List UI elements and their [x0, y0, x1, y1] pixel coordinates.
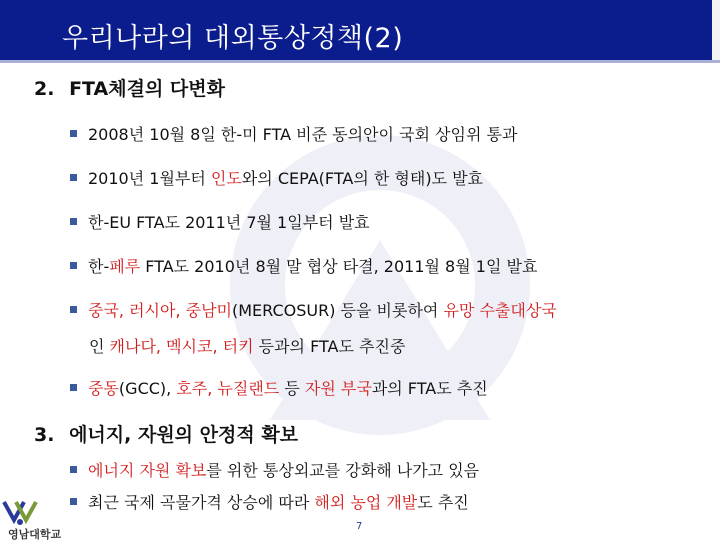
list-item — [70, 376, 488, 399]
bullet-text: 과의 FTA도 추진 — [371, 379, 488, 398]
list-item — [70, 298, 557, 321]
list-item — [70, 458, 479, 481]
highlight-text: 유망 수출대상국 — [443, 301, 557, 320]
section-3-heading — [34, 420, 298, 447]
list-item — [70, 122, 517, 145]
bullet-text: 등과의 FTA도 추진중 — [253, 337, 406, 356]
highlight-text: 인도 — [210, 169, 242, 188]
list-item — [70, 254, 537, 277]
list-item — [70, 166, 483, 189]
title-bar-edge — [712, 0, 720, 60]
bullet-text: 등 — [279, 379, 305, 398]
bullet-text: 를 위한 통상외교를 강화해 나가고 있음 — [206, 461, 480, 480]
page-number: 7 — [356, 521, 363, 532]
bullet-icon — [70, 174, 77, 181]
bullet-text: 도 추진 — [417, 493, 469, 512]
bullet-icon — [70, 384, 77, 391]
bullet-text: (GCC), — [118, 379, 177, 398]
highlight-text: 호주, 뉴질랜드 — [176, 379, 280, 398]
logo-text: 영남대학교 — [8, 528, 62, 541]
bullet-icon — [70, 466, 77, 473]
bullet-text: 2010년 1월부터 — [88, 169, 211, 188]
list-item — [70, 210, 370, 233]
bullet-icon — [70, 306, 77, 313]
bullet-icon — [70, 130, 77, 137]
section-2-number: 2. — [34, 78, 55, 100]
section-2-title: FTA체결의 다변화 — [69, 78, 225, 100]
bullet-text: 인 — [89, 337, 110, 356]
title-rule — [0, 60, 720, 63]
bullet-text: 한-EU FTA도 2011년 7월 1일부터 발효 — [88, 213, 370, 232]
list-item-continuation — [89, 334, 405, 357]
highlight-text: 에너지 자원 확보 — [88, 461, 207, 480]
bullet-text: 2008년 10월 8일 한-미 FTA 비준 동의안이 국회 상임위 통과 — [88, 125, 518, 144]
highlight-text: 중국, 러시아, 중남미 — [88, 301, 232, 320]
section-2-heading — [34, 74, 225, 101]
bullet-text: 와의 CEPA(FTA의 한 형태)도 발효 — [241, 169, 484, 188]
highlight-text: 해외 농업 개발 — [314, 493, 418, 512]
list-item — [70, 490, 469, 513]
slide-title: 우리나라의 대외통상정책(2) — [62, 23, 404, 54]
section-3-number: 3. — [34, 424, 55, 446]
highlight-text: 자원 부국 — [304, 379, 372, 398]
highlight-text: 중동 — [88, 379, 119, 398]
highlight-text: 페루 — [109, 257, 141, 276]
title-bar — [0, 0, 720, 60]
highlight-text: 캐나다, 멕시코, 터키 — [109, 337, 254, 356]
bullet-icon — [70, 262, 77, 269]
bullet-text: 최근 국제 곡물가격 상승에 따라 — [88, 493, 315, 512]
section-3-title: 에너지, 자원의 안정적 확보 — [69, 424, 299, 446]
bullet-icon — [70, 218, 77, 225]
bullet-text: (MERCOSUR) 등을 비롯하여 — [232, 301, 444, 320]
bullet-text: 한- — [88, 257, 110, 276]
bullet-text: FTA도 2010년 8월 말 협상 타결, 2011월 8월 1일 발효 — [140, 257, 538, 276]
